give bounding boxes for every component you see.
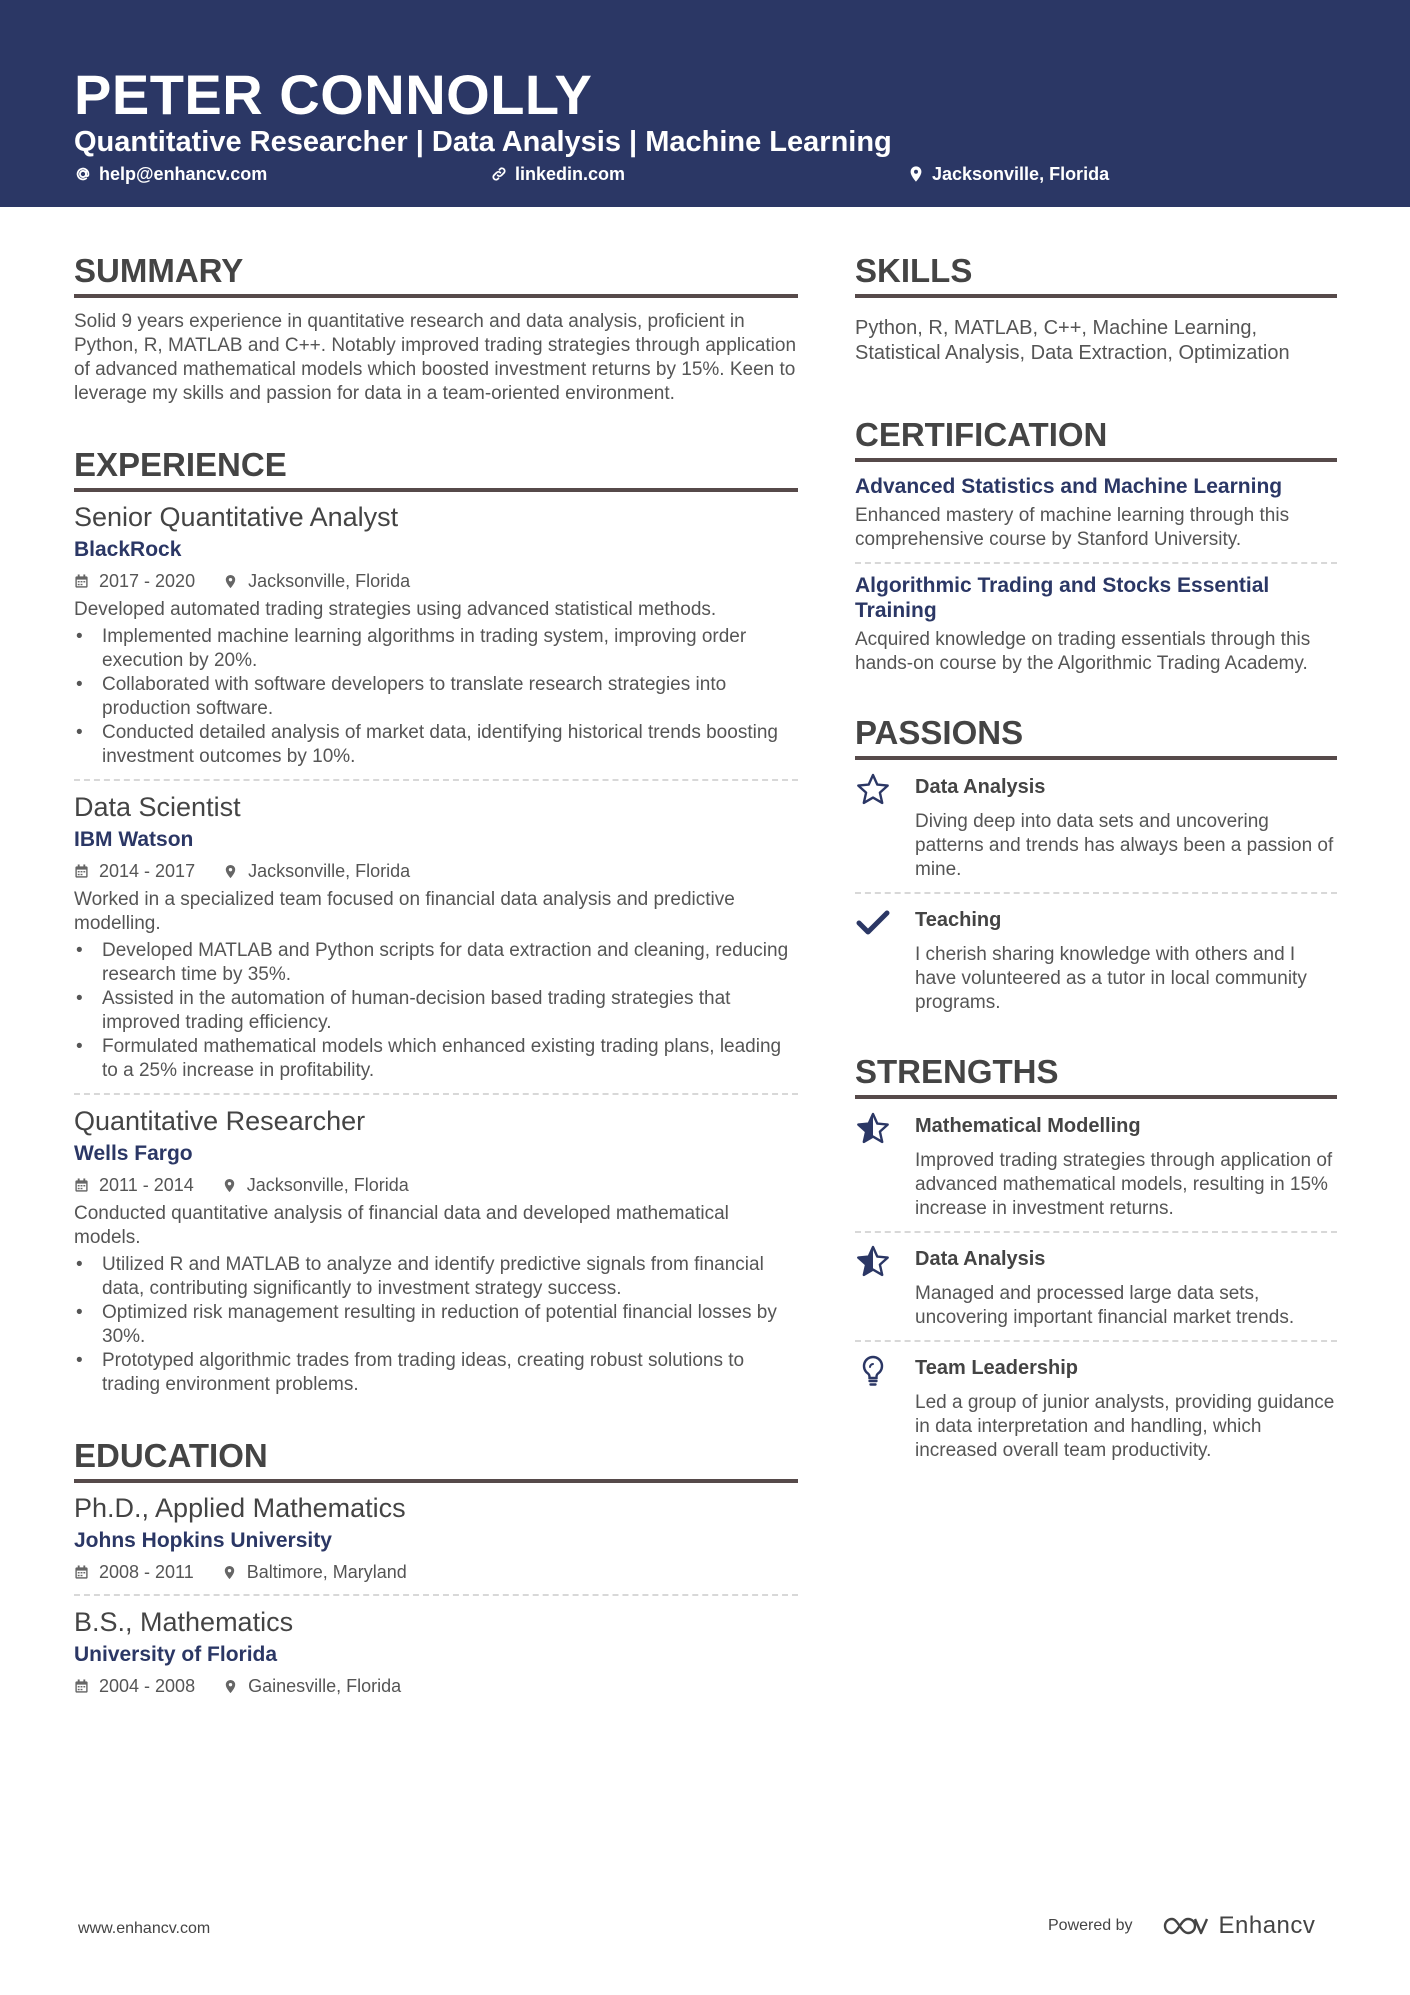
job-entry: [74, 790, 798, 1083]
certification-description: Enhanced mastery of machine learning through this comprehensive course by Stanford University.: [855, 505, 1290, 550]
skills-text: Python, R, MATLAB, C++, Machine Learning, Statistical Analysis, Data Extraction, Optimization: [855, 317, 1290, 364]
strengths-heading: STRENGTHS: [855, 1051, 1337, 1099]
education-meta: [74, 1674, 798, 1698]
job-description: Worked in a specialized team focused on financial data analysis and predictive modelling.: [74, 889, 735, 934]
education-meta: [74, 1560, 798, 1584]
education-location-text: Gainesville, Florida: [248, 1676, 402, 1696]
location-pin-icon: [222, 1178, 237, 1193]
job-bullet: • Assisted in the automation of human-decision based trading strategies that improved trading efficiency.: [74, 987, 798, 1035]
education-dates: 2008 - 2011: [99, 1562, 194, 1582]
lightbulb-icon: [855, 1353, 891, 1389]
summary-section: [74, 250, 798, 406]
job-bullet: • Utilized R and MATLAB to analyze and identify predictive signals from financial data, contributing significantly to investment strategy success.: [74, 1253, 798, 1301]
degree-title: Ph.D., Applied Mathematics: [74, 1493, 406, 1523]
entry-divider: [74, 1594, 798, 1596]
location-pin-icon: [907, 165, 925, 183]
entry-divider: [855, 562, 1337, 564]
certification-section: [855, 414, 1337, 676]
education-location: [222, 1560, 407, 1584]
star-half-icon: [855, 1111, 891, 1147]
footer-branding: [1048, 1912, 1315, 1940]
contact-email[interactable]: [74, 162, 267, 186]
job-entry: [74, 1104, 798, 1397]
strength-title: Mathematical Modelling: [915, 1115, 1141, 1137]
degree-title: B.S., Mathematics: [74, 1607, 294, 1637]
certification-entry: [855, 573, 1337, 676]
job-dates: 2017 - 2020: [99, 571, 196, 591]
skills-section: [855, 250, 1337, 366]
strength-title: Data Analysis: [915, 1248, 1046, 1270]
passion-title: Data Analysis: [915, 776, 1046, 798]
job-bullets: [74, 625, 798, 769]
calendar-icon: [74, 574, 89, 589]
certification-description: Acquired knowledge on trading essentials through this hands-on course by the Algorithmic Trading Academy.: [855, 629, 1311, 674]
experience-heading: EXPERIENCE: [74, 444, 798, 492]
contact-linkedin[interactable]: [490, 162, 625, 186]
education-dates: 2004 - 2008: [99, 1676, 196, 1696]
calendar-icon: [74, 1679, 89, 1694]
at-icon: [74, 165, 92, 183]
entry-divider: [855, 1340, 1337, 1342]
job-title: Data Scientist: [74, 792, 241, 822]
location-pin-icon: [223, 1679, 238, 1694]
candidate-title: Quantitative Researcher | Data Analysis | Machine Learning: [74, 126, 892, 158]
job-meta: [74, 859, 798, 883]
certification-title: Algorithmic Trading and Stocks Essential Training: [855, 574, 1270, 622]
entry-divider: [74, 1093, 798, 1095]
job-meta: [74, 1173, 798, 1197]
contact-location: [907, 162, 1109, 186]
job-bullets: [74, 939, 798, 1083]
passions-section: [855, 712, 1337, 1015]
strength-description: Improved trading strategies through application of advanced mathematical models, resulting in 15% increase in investment returns.: [915, 1150, 1333, 1219]
passion-title: Teaching: [915, 909, 1002, 931]
education-entry: [74, 1605, 798, 1698]
certification-heading: CERTIFICATION: [855, 414, 1337, 462]
candidate-name: PETER CONNOLLY: [74, 63, 593, 126]
education-entry: [74, 1491, 798, 1584]
calendar-icon: [74, 864, 89, 879]
job-bullet: • Prototyped algorithmic trades from trading ideas, creating robust solutions to trading environment problems.: [74, 1349, 798, 1397]
passion-item: [855, 903, 1337, 1015]
entry-divider: [855, 1231, 1337, 1233]
powered-by-label: Powered by: [1048, 1917, 1133, 1934]
entry-divider: [855, 892, 1337, 894]
contact-linkedin-text: linkedin.com: [515, 164, 626, 184]
brand-name: Enhancv: [1218, 1912, 1316, 1939]
job-location: [223, 569, 410, 593]
strength-title: Team Leadership: [915, 1357, 1079, 1379]
location-pin-icon: [222, 1565, 237, 1580]
passion-item: [855, 770, 1337, 882]
skills-heading: SKILLS: [855, 250, 1337, 298]
job-dates: 2014 - 2017: [99, 861, 196, 881]
company-name: BlackRock: [74, 538, 182, 561]
job-bullet: • Optimized risk management resulting in reduction of potential financial losses by 30%.: [74, 1301, 798, 1349]
job-description: Conducted quantitative analysis of financial data and developed mathematical models.: [74, 1203, 729, 1248]
certification-entry: [855, 474, 1337, 552]
summary-heading: SUMMARY: [74, 250, 798, 298]
job-bullet: • Developed MATLAB and Python scripts for data extraction and cleaning, reducing research time by 35%.: [74, 939, 798, 987]
job-title: Quantitative Researcher: [74, 1106, 366, 1136]
strength-item: [855, 1351, 1337, 1463]
job-title: Senior Quantitative Analyst: [74, 502, 399, 532]
certification-title: Advanced Statistics and Machine Learning: [855, 475, 1283, 498]
resume-header: [0, 0, 1410, 207]
job-bullets: [74, 1253, 798, 1397]
job-location: [223, 859, 410, 883]
company-name: Wells Fargo: [74, 1142, 193, 1165]
right-column: [855, 250, 1337, 1463]
link-icon: [490, 165, 508, 183]
strength-item: [855, 1242, 1337, 1330]
job-bullet: • Implemented machine learning algorithms in trading system, improving order execution by 20%.: [74, 625, 798, 673]
job-location-text: Jacksonville, Florida: [246, 1175, 409, 1195]
school-name: Johns Hopkins University: [74, 1529, 332, 1552]
job-meta: [74, 569, 798, 593]
footer-website[interactable]: www.enhancv.com: [78, 1920, 211, 1937]
passions-heading: PASSIONS: [855, 712, 1337, 760]
passion-description: I cherish sharing knowledge with others and I have volunteered as a tutor in local community programs.: [915, 944, 1307, 1013]
strengths-section: [855, 1051, 1337, 1463]
checkmark-icon: [855, 905, 891, 941]
job-description: Developed automated trading strategies using advanced statistical methods.: [74, 599, 717, 620]
strength-description: Led a group of junior analysts, providing guidance in data interpretation and handling, which increased overall team productivity.: [915, 1392, 1335, 1461]
job-location-text: Jacksonville, Florida: [248, 861, 411, 881]
summary-text: Solid 9 years experience in quantitative research and data analysis, proficient in Python, R, MATLAB and C++. Notably improved trading strategies through application of advanced mathematical models which boosted investment returns by 15%. Keen to leverage my skills and passion for data in a team-oriented environment.: [74, 311, 797, 404]
location-pin-icon: [223, 574, 238, 589]
education-section: [74, 1435, 798, 1698]
location-pin-icon: [223, 864, 238, 879]
job-bullet: • Formulated mathematical models which enhanced existing trading plans, leading to a 25% increase in profitability.: [74, 1035, 798, 1083]
strength-item: [855, 1109, 1337, 1221]
school-name: University of Florida: [74, 1643, 278, 1666]
entry-divider: [74, 779, 798, 781]
job-location-text: Jacksonville, Florida: [248, 571, 411, 591]
strength-description: Managed and processed large data sets, uncovering important financial market trends.: [915, 1283, 1295, 1328]
job-bullet: • Conducted detailed analysis of market data, identifying historical trends boosting investment outcomes by 10%.: [74, 721, 798, 769]
education-location: [223, 1674, 401, 1698]
job-bullet: • Collaborated with software developers to translate research strategies into production software.: [74, 673, 798, 721]
education-heading: EDUCATION: [74, 1435, 798, 1483]
calendar-icon: [74, 1178, 89, 1193]
job-location: [222, 1173, 409, 1197]
calendar-icon: [74, 1565, 89, 1580]
job-dates: 2011 - 2014: [99, 1175, 194, 1195]
contact-location-text: Jacksonville, Florida: [932, 164, 1110, 184]
company-name: IBM Watson: [74, 828, 194, 851]
experience-section: [74, 444, 798, 1397]
passion-description: Diving deep into data sets and uncovering patterns and trends has always been a passion of mine.: [915, 811, 1334, 880]
star-outline-icon: [855, 772, 891, 808]
job-entry: [74, 500, 798, 769]
left-column: [74, 250, 798, 1698]
contact-email-text: help@enhancv.com: [99, 164, 268, 184]
enhancv-logo-icon: [1161, 1914, 1209, 1938]
education-location-text: Baltimore, Maryland: [246, 1562, 407, 1582]
star-half-icon: [855, 1244, 891, 1280]
